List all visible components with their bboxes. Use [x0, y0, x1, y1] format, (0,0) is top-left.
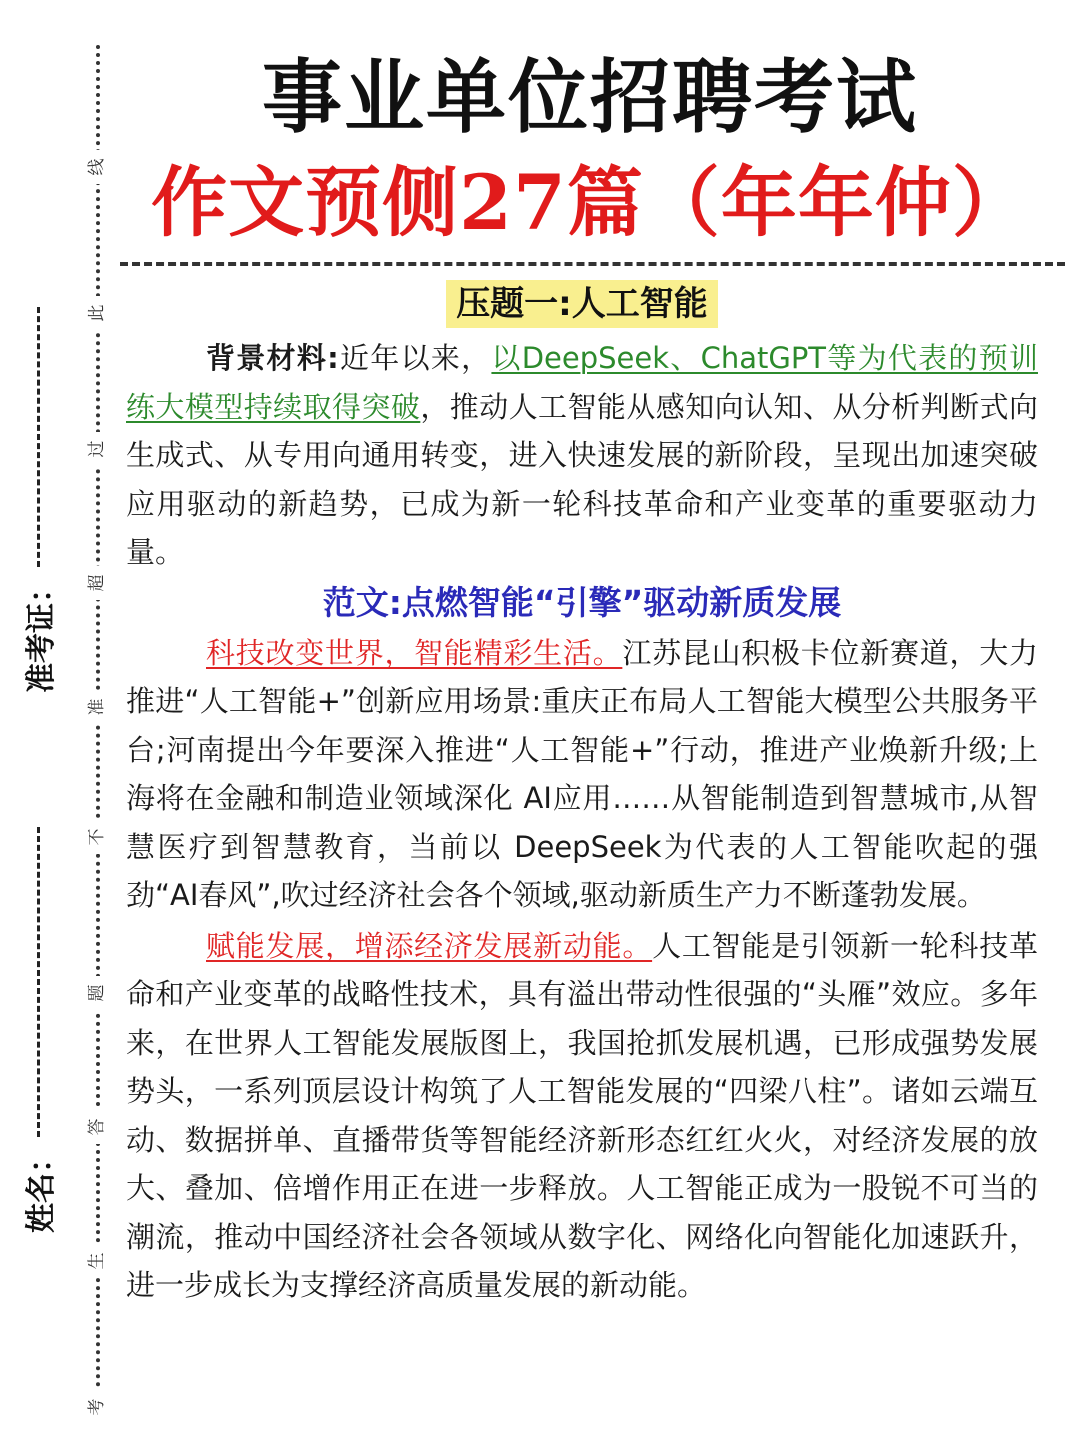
topic-wrap	[126, 280, 1038, 328]
seal-char-8: 答	[80, 1110, 114, 1144]
name-label: 姓名：	[24, 1143, 59, 1233]
background-text-2: ，推动人工智能从感知向认知、从分析判断式向生成式、从专用向通用转变，进入快速发展的新阶段，呈现出加速突破应用驱动的新趋势，已成为新一轮科技革命和产业变革的重要驱动力量。	[126, 389, 1038, 569]
seal-char-7: 题	[80, 976, 114, 1010]
main-content	[126, 280, 1038, 1310]
seal-char-2: 此	[80, 296, 114, 330]
page-subtitle: 作文预侧27篇（年年仲）	[151, 158, 1029, 247]
essay-title: 范文:点燃智能“引擎”驱动新质发展	[322, 582, 842, 622]
paragraph-1-heading: 科技改变世界，智能精彩生活。	[206, 635, 623, 670]
exam-margin	[0, 0, 120, 1440]
background-highlight: 以DeepSeek、ChatGPT等为代表的预训练大模型持续取得突破	[126, 341, 1038, 424]
seal-dotted-line	[96, 45, 100, 1420]
background-label: 背景材料:	[206, 341, 339, 375]
page-title: 事业单位招聘考试	[262, 50, 918, 144]
seal-char-6: 不	[80, 820, 114, 854]
exam-id-field	[16, 307, 60, 693]
seal-char-5: 准	[80, 690, 114, 724]
paragraph-2-heading: 赋能发展，增添经济发展新动能。	[206, 928, 653, 963]
background-text-1: 近年以来，	[338, 341, 492, 375]
exam-id-blank	[37, 307, 40, 567]
background-paragraph	[126, 334, 1038, 577]
seal-char-1: 线	[80, 150, 114, 184]
paragraph-2-body: 人工智能是引领新一轮科技革命和产业变革的战略性技术，具有溢出带动性很强的“头雁”效应。多年来，在世界人工智能发展版图上，我国抢抓发展机遇，已形成强势发展势头，一系列顶层设计构筑了人工智能发展的“四梁八柱”。诸如云端互动、数据拼单、直播带货等智能经济新形态红红火火，对经济发展的放大、叠加、倍增作用正在进一步释放。人工智能正成为一股锐不可当的潮流，推动中国经济社会各领域从数字化、网络化向智能化加速跃升，进一步成长为支撑经济高质量发展的新动能。	[126, 928, 1038, 1302]
seal-char-4: 超	[80, 566, 114, 600]
seal-char-3: 过	[80, 432, 114, 466]
seal-char-10: 考	[80, 1390, 114, 1424]
topic-heading: 压题一:人工智能	[446, 280, 718, 328]
essay-paragraph-2	[126, 922, 1038, 1310]
seal-char-9: 生	[80, 1244, 114, 1278]
paragraph-1-body: 江苏昆山积极卡位新赛道，大力推进“人工智能+”创新应用场景:重庆正布局人工智能大模型公共服务平台;河南提出今年要深入推进“人工智能+”行动，推进产业焕新升级;上海将在金融和制造业领域深化 AI应用……从智能制造到智慧城市,从智慧医疗到智慧教育，当前以 DeepSeek为代表的人工智能吹起的强劲“AI春风”,吹过经济社会各个领域,驱动新质生产力不断蓬勃发展。	[126, 635, 1038, 912]
essay-paragraph-1	[126, 629, 1038, 920]
title-divider	[120, 262, 1065, 266]
name-blank	[37, 827, 40, 1137]
exam-id-label: 准考证：	[24, 573, 59, 693]
name-field	[16, 827, 60, 1233]
